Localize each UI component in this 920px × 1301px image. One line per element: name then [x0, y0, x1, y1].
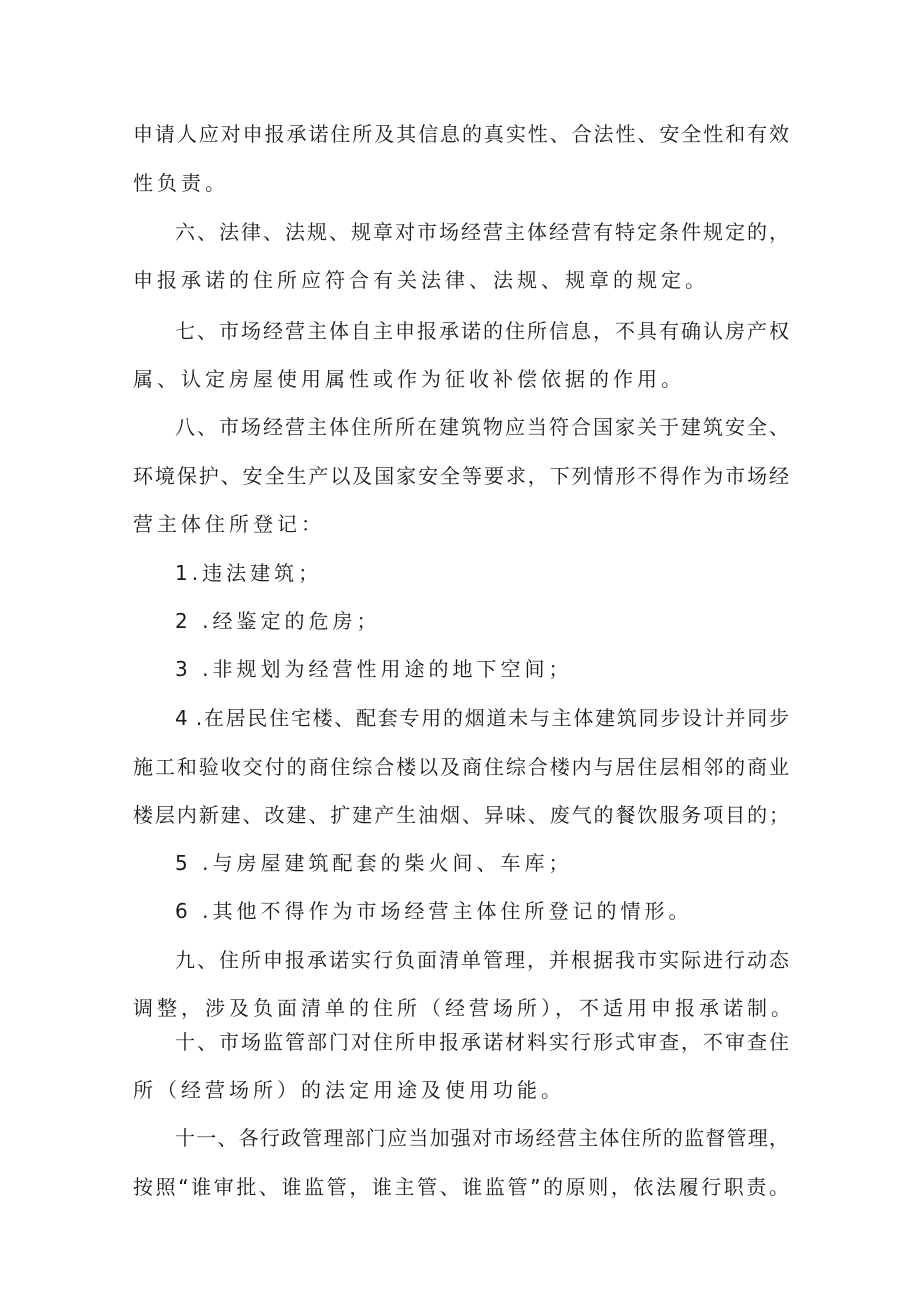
list-item-4-line-1: 4 .在居民住宅楼、配套专用的烟道未与主体建筑同步设计并同步	[175, 706, 789, 730]
list-item-4-line-2: 施工和验收交付的商住综合楼以及商住综合楼内与居住层相邻的商业	[133, 755, 789, 779]
paragraph-6-line-1: 六、法律、法规、规章对市场经营主体经营有特定条件规定的，	[175, 220, 789, 244]
paragraph-9-line-1: 九、住所申报承诺实行负面清单管理，并根据我市实际进行动态	[175, 948, 789, 972]
paragraph-11-line-2: 按照“谁审批、谁监管，谁主管、谁监管”的原则，依法履行职责。	[133, 1175, 789, 1199]
paragraph-10-line-1: 十、市场监管部门对住所申报承诺材料实行形式审查，不审查住	[175, 1030, 789, 1054]
paragraph-7-line-2: 属、认定房屋使用属性或作为征收补偿依据的作用。	[133, 367, 685, 391]
list-item-5: 5 .与房屋建筑配套的柴火间、车库；	[175, 851, 573, 875]
list-item-4-line-3: 楼层内新建、改建、扩建产生油烟、异味、废气的餐饮服务项目的；	[133, 803, 789, 827]
paragraph-continuation-line-1: 申请人应对申报承诺住所及其信息的真实性、合法性、安全性和有效	[133, 122, 789, 146]
paragraph-8-line-1: 八、市场经营主体住所所在建筑物应当符合国家关于建筑安全、	[175, 415, 789, 439]
paragraph-9-line-2: 调整，涉及负面清单的住所（经营场所），不适用申报承诺制。	[133, 996, 795, 1020]
list-item-3: 3 .非规划为经营性用途的地下空间；	[175, 657, 573, 681]
paragraph-8-line-2: 环境保护、安全生产以及国家安全等要求，下列情形不得作为市场经	[133, 464, 789, 488]
paragraph-10-line-2: 所（经营场所）的法定用途及使用功能。	[133, 1078, 565, 1102]
paragraph-7-line-1: 七、市场经营主体自主申报承诺的住所信息，不具有确认房产权	[175, 319, 789, 343]
paragraph-continuation-line-2: 性负责。	[133, 171, 229, 195]
list-item-1: 1.违法建筑；	[175, 561, 323, 585]
list-item-2: 2 .经鉴定的危房；	[175, 609, 381, 633]
paragraph-6-line-2: 申报承诺的住所应符合有关法律、法规、规章的规定。	[133, 268, 709, 292]
list-item-6: 6 .其他不得作为市场经营主体住所登记的情形。	[175, 899, 693, 923]
paragraph-11-line-1: 十一、各行政管理部门应当加强对市场经营主体住所的监督管理，	[175, 1126, 789, 1150]
paragraph-8-line-3: 营主体住所登记：	[133, 512, 325, 536]
